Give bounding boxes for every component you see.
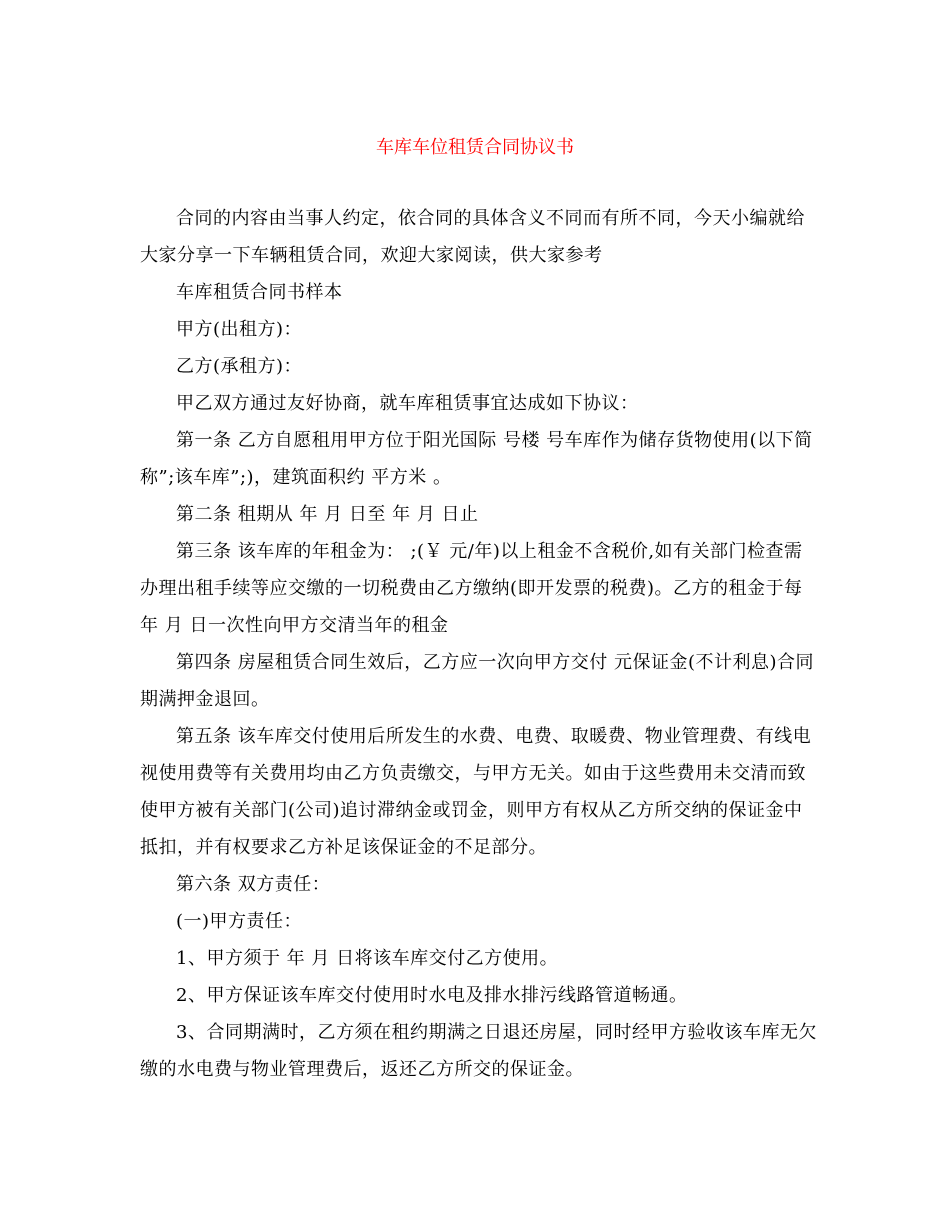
paragraph-article-3: 第三条 该车库的年租金为： ;(￥ 元/年)以上租金不含税价,如有关部门检查需办理出租手续等应交缴的一切税费由乙方缴纳(即开发票的税费)。乙方的租金于每年 月 日一次性向甲方交清当年的租金 bbox=[140, 541, 803, 636]
paragraph-duty-2: 2、甲方保证该车库交付使用时水电及排水排污线路管道畅通。 bbox=[176, 985, 688, 1006]
paragraph-party-a-duties: (一)甲方责任： bbox=[176, 911, 303, 932]
paragraph-article-2: 第二条 租期从 年 月 日至 年 月 日止 bbox=[176, 504, 479, 525]
document-title: 车库车位租赁合同协议书 bbox=[376, 137, 574, 158]
paragraph-article-6: 第六条 双方责任： bbox=[176, 874, 331, 895]
document-body bbox=[140, 200, 820, 1088]
paragraph-agreement-intro: 甲乙双方通过友好协商，就车库租赁事宜达成如下协议： bbox=[176, 393, 639, 414]
paragraph-intro: 合同的内容由当事人约定，依合同的具体含义不同而有所不同，今天小编就给大家分享一下车辆租赁合同，欢迎大家阅读，供大家参考 bbox=[140, 208, 805, 266]
paragraph-article-5: 第五条 该车库交付使用后所发生的水费、电费、取暖费、物业管理费、有线电视使用费等有关费用均由乙方负责缴交，与甲方无关。如由于这些费用未交清而致使甲方被有关部门(公司)追讨滞纳金或罚金，则甲方有权从乙方所交纳的保证金中抵扣，并有权要求乙方补足该保证金的不足部分。 bbox=[140, 726, 812, 858]
paragraph-party-a: 甲方(出租方)： bbox=[176, 319, 303, 340]
paragraph-party-b: 乙方(承租方)： bbox=[176, 356, 303, 377]
paragraph-duty-3: 3、合同期满时，乙方须在租约期满之日退还房屋，同时经甲方验收该车库无欠缴的水电费与物业管理费后，返还乙方所交的保证金。 bbox=[140, 1022, 817, 1080]
paragraph-article-1: 第一条 乙方自愿租用甲方位于阳光国际 号楼 号车库作为储存货物使用(以下简称”;该车库”;)，建筑面积约 平方米 。 bbox=[140, 430, 813, 488]
paragraph-duty-1: 1、甲方须于 年 月 日将该车库交付乙方使用。 bbox=[176, 948, 559, 969]
paragraph-sample-heading: 车库租赁合同书样本 bbox=[176, 282, 343, 303]
paragraph-article-4: 第四条 房屋租赁合同生效后，乙方应一次向甲方交付 元保证金(不计利息)合同期满押金退回。 bbox=[140, 652, 814, 710]
